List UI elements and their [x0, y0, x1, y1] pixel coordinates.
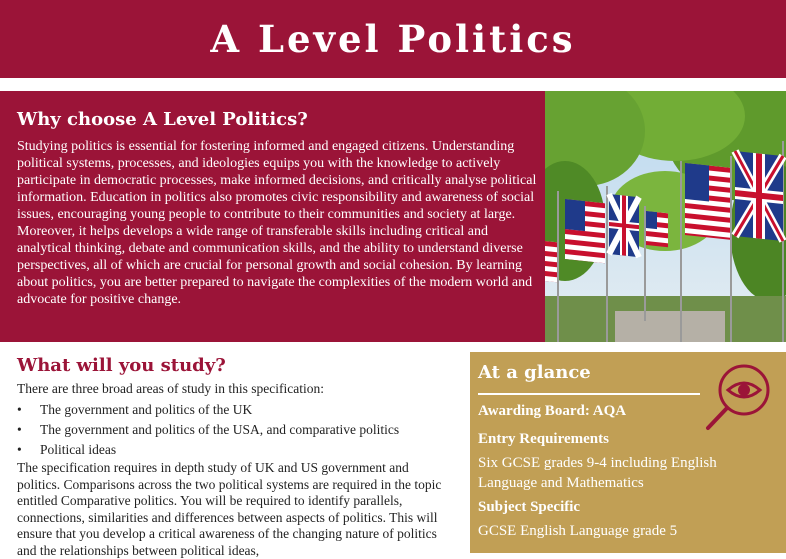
- list-item-text: The government and politics of the USA, and comparative politics: [40, 422, 400, 437]
- awarding-board: Awarding Board: AQA: [478, 403, 627, 419]
- study-list: [17, 400, 447, 460]
- why-section: [0, 91, 545, 342]
- glance-divider: [478, 393, 700, 395]
- why-heading: Why choose A Level Politics?: [17, 109, 308, 130]
- study-heading: What will you study?: [17, 355, 226, 376]
- study-body: The specification requires in depth study of UK and US government and politics. Comparisons across the two political systems are required in the topic entitled Comparative politics. You will be required to identify parallels, connections, similarities and differences between aspects of politics. This will ensure that you develop a critical awareness of the changing nature of politics and the relationships between political ideas,: [17, 460, 442, 558]
- subject-specific-heading: Subject Specific: [478, 499, 581, 515]
- page-header: [0, 0, 786, 78]
- entry-requirements-text: Six GCSE grades 9-4 including English Language and Mathematics: [478, 455, 717, 491]
- why-body: Studying politics is essential for fostering informed and engaged citizens. Understanding political systems, processes, and ideologies equips you with the knowledge to actively participate in democratic processes, make informed decisions, and critically analyse political information. Education in politics also promotes civic responsibility and awareness of social issues, encouraging young people to contribute to their communities and society at large. Moreover, it helps develops a wide range of transferable skills including critical and analytical thinking, debate and communication skills, and the ability to understand diverse perspectives, all of which are crucial for personal growth and social cohesion. By learning about politics, you are better prepared to navigate the complexities of the modern world and advocate for positive change.: [17, 139, 537, 307]
- list-item: • Political ideas: [17, 442, 117, 457]
- glance-heading: At a glance: [478, 362, 591, 383]
- list-item-text: The government and politics of the UK: [40, 402, 253, 417]
- entry-requirements-heading: Entry Requirements: [478, 431, 609, 447]
- study-intro: There are three broad areas of study in this specification:: [17, 381, 324, 396]
- list-item: • The government and politics of the UK: [17, 402, 253, 417]
- page-title: A Level Politics: [210, 17, 576, 61]
- magnifier-eye-icon: [704, 360, 776, 439]
- list-item: • The government and politics of the USA, and comparative politics: [17, 422, 400, 437]
- list-item-text: Political ideas: [40, 442, 117, 457]
- flag-avenue-photo: [545, 91, 786, 342]
- subject-specific-text: GCSE English Language grade 5: [478, 523, 678, 539]
- at-a-glance-panel: [470, 352, 786, 553]
